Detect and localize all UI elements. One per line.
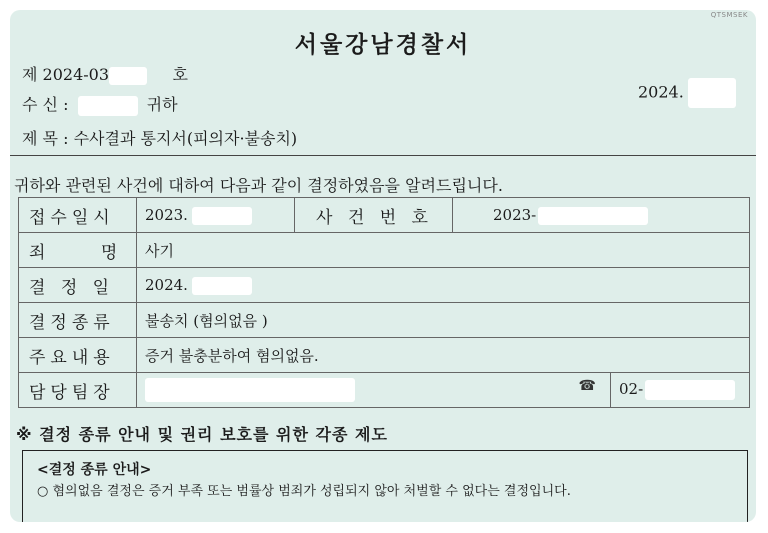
summary-value: 증거 불충분하여 혐의없음. [137, 338, 750, 373]
charge-label: 죄 명 [19, 233, 137, 268]
receipt-date-label: 접수일시 [19, 198, 137, 233]
phone-icon: ☎ [578, 378, 596, 394]
section-heading: ※ 결정 종류 안내 및 권리 보호를 위한 각종 제도 [16, 425, 388, 444]
phone-value: 02- [619, 380, 644, 398]
redaction [645, 380, 735, 400]
redaction [109, 67, 147, 85]
scan-stamp: QTSMSEK [710, 11, 748, 19]
subject-line [22, 126, 297, 149]
charge-value: 사기 [137, 233, 750, 268]
decision-date-cell [137, 268, 750, 303]
redaction [688, 78, 736, 108]
guide-bullet: ○ 혐의없음 결정은 증거 부족 또는 범률상 범죄가 성립되지 않아 처벌할 수 없다는 결정입니다. [37, 484, 571, 499]
case-info-table [18, 197, 750, 408]
case-number-value: 2023- [493, 205, 537, 224]
divider [10, 155, 756, 156]
redaction [145, 378, 355, 402]
doc-number-line [22, 62, 188, 85]
guide-title: <결정 종류 안내> [37, 462, 152, 478]
redaction [192, 207, 252, 225]
document-sheet [10, 10, 756, 522]
issue-date: 2024. [638, 82, 684, 102]
receipt-date-cell [137, 198, 295, 233]
recipient-suffix: 귀하 [146, 95, 178, 114]
recipient-line [22, 92, 178, 116]
subject-label: 제 목 : [22, 129, 69, 148]
redaction [78, 96, 138, 116]
case-number-cell [453, 198, 750, 233]
redaction [192, 277, 252, 295]
decision-date-label: 결 정 일 [19, 268, 137, 303]
receipt-date-value: 2023. [145, 205, 188, 224]
phone-cell [611, 373, 750, 408]
doc-number-prefix: 제 2024-03 [22, 65, 110, 84]
date-line [638, 78, 736, 108]
guide-box [22, 450, 748, 522]
decision-type-value: 불송치 (혐의없음 ) [137, 303, 750, 338]
decision-type-label: 결정종류 [19, 303, 137, 338]
intro-text: 귀하와 관련된 사건에 대하여 다음과 같이 결정하였음을 알려드립니다. [14, 176, 503, 195]
decision-date-value: 2024. [145, 275, 188, 294]
subject-value: 수사결과 통지서(피의자·불송치) [73, 129, 298, 148]
redaction [538, 207, 648, 225]
document-title: 서울강남경찰서 [294, 31, 472, 58]
summary-label: 주요내용 [19, 338, 137, 373]
recipient-label: 수 신 : [22, 95, 69, 114]
case-number-label: 사 건 번 호 [295, 198, 453, 233]
officer-cell [137, 373, 611, 408]
officer-label: 담당팀장 [19, 373, 137, 408]
doc-number-suffix: 호 [172, 65, 188, 84]
